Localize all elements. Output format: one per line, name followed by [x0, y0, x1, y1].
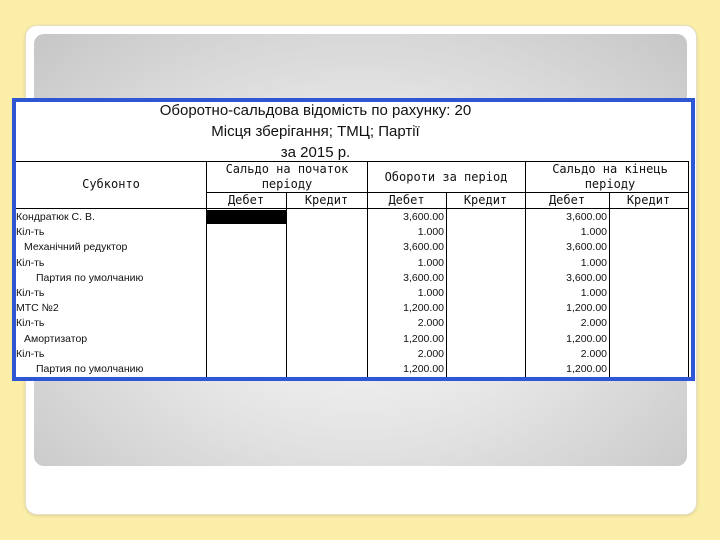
- cell-opening-credit: [286, 256, 365, 271]
- cell-closing-credit: [609, 332, 686, 347]
- table-row[interactable]: [16, 271, 695, 286]
- row-subkonto-label: Амортизатор: [24, 332, 88, 345]
- cell-opening-debit: [206, 271, 284, 286]
- cell-opening-debit: [206, 332, 284, 347]
- cell-opening-debit: [206, 362, 284, 377]
- header-turnover: Обороти за період: [384, 170, 508, 184]
- cell-turnover-debit: 3,600.00: [403, 241, 444, 254]
- cell-turnover-debit: 1.000: [417, 256, 444, 269]
- cell-closing-debit: 1,200.00: [566, 363, 607, 375]
- cell-opening-debit: [206, 225, 284, 240]
- cell-turnover-credit: [446, 301, 523, 316]
- row-subkonto-label: Кіл-ть: [16, 256, 45, 269]
- row-subkonto-label: Кіл-ть: [16, 317, 45, 330]
- cell-turnover-credit: [446, 332, 523, 347]
- cell-turnover-credit: [446, 256, 523, 271]
- table-row[interactable]: [16, 210, 695, 225]
- row-subkonto-label: Кіл-ть: [16, 226, 45, 239]
- row-subkonto-label: Кіл-ть: [16, 287, 45, 299]
- cell-opening-credit: [286, 210, 365, 225]
- cell-opening-debit: [206, 240, 284, 255]
- row-subkonto-label: Кондратюк С. В.: [16, 211, 95, 223]
- table-row[interactable]: [16, 225, 695, 240]
- cell-turnover-debit: 1,200.00: [403, 302, 444, 315]
- row-subkonto-label: Партия по умолчанию: [36, 363, 144, 375]
- cell-opening-credit: [286, 225, 365, 240]
- cell-opening-debit: [206, 347, 284, 362]
- table-row[interactable]: [16, 256, 695, 271]
- header-opening-credit: Кредит: [304, 193, 349, 207]
- cell-opening-debit: [206, 286, 284, 301]
- table-row[interactable]: [16, 347, 695, 362]
- table-row[interactable]: [16, 286, 695, 301]
- cell-closing-debit: 3,600.00: [566, 211, 607, 223]
- cell-closing-debit: 1.000: [580, 287, 607, 299]
- header-opening-balance: Сальдо на початок періоду: [225, 162, 349, 191]
- report-title: Оборотно-сальдова відомість по рахунку: 20: [159, 102, 472, 119]
- cell-closing-debit: 3,600.00: [566, 241, 607, 254]
- cell-closing-credit: [609, 240, 686, 255]
- cell-turnover-credit: [446, 362, 523, 377]
- cell-opening-credit: [286, 332, 365, 347]
- cell-closing-debit: 1,200.00: [566, 332, 607, 345]
- cell-turnover-credit: [446, 225, 523, 240]
- header-opening-debit: Дебет: [227, 193, 265, 207]
- cell-turnover-credit: [446, 271, 523, 286]
- cell-closing-debit: 2.000: [580, 347, 607, 360]
- table-row[interactable]: [16, 332, 695, 347]
- cell-opening-credit: [286, 286, 365, 301]
- report-sheet: [12, 98, 695, 381]
- header-closing-balance: Сальдо на кінець періоду: [552, 162, 668, 191]
- cell-turnover-debit: 2.000: [417, 317, 444, 330]
- cell-opening-credit: [286, 271, 365, 286]
- cell-turnover-debit: 3,600.00: [403, 271, 444, 284]
- header-closing-debit: Дебет: [548, 193, 586, 207]
- row-subkonto-label: Механічний редуктор: [24, 241, 128, 254]
- cell-opening-debit: [206, 301, 284, 316]
- cell-closing-debit: 1.000: [580, 256, 607, 269]
- cell-closing-debit: 1.000: [580, 226, 607, 239]
- cell-turnover-credit: [446, 210, 523, 225]
- cell-opening-debit: [206, 210, 284, 225]
- cell-turnover-debit: 1.000: [417, 287, 444, 299]
- cell-turnover-debit: 1.000: [417, 226, 444, 239]
- cell-closing-debit: 1,200.00: [566, 302, 607, 315]
- header-subkonto: Субконто: [82, 177, 140, 191]
- cell-opening-credit: [286, 240, 365, 255]
- cell-closing-credit: [609, 210, 686, 225]
- cell-turnover-debit: 3,600.00: [403, 211, 444, 223]
- cell-closing-credit: [609, 347, 686, 362]
- table-row[interactable]: [16, 316, 695, 331]
- cell-closing-credit: [609, 301, 686, 316]
- cell-opening-credit: [286, 362, 365, 377]
- cell-closing-credit: [609, 316, 686, 331]
- cell-opening-credit: [286, 347, 365, 362]
- cell-turnover-debit: 1,200.00: [403, 363, 444, 375]
- table-row[interactable]: [16, 301, 695, 316]
- cell-turnover-credit: [446, 240, 523, 255]
- cell-closing-credit: [609, 256, 686, 271]
- cell-turnover-credit: [446, 347, 523, 362]
- cell-opening-credit: [286, 316, 365, 331]
- header-closing-credit: Кредит: [626, 193, 671, 207]
- row-subkonto-label: МТС №2: [16, 302, 59, 315]
- report-subtitle: Місця зберігання; ТМЦ; Партії: [211, 123, 420, 140]
- cell-closing-credit: [609, 225, 686, 240]
- cell-turnover-debit: 2.000: [417, 347, 444, 360]
- header-bottom-rule: [16, 208, 688, 209]
- cell-closing-debit: 2.000: [580, 317, 607, 330]
- cell-opening-debit: [206, 316, 284, 331]
- row-subkonto-label: Партия по умолчанию: [36, 271, 144, 284]
- cell-opening-debit: [206, 256, 284, 271]
- cell-turnover-credit: [446, 316, 523, 331]
- cell-opening-credit: [286, 301, 365, 316]
- cell-closing-credit: [609, 286, 686, 301]
- cell-turnover-credit: [446, 286, 523, 301]
- cell-closing-credit: [609, 271, 686, 286]
- report-period: за 2015 р.: [280, 144, 351, 161]
- header-turnover-debit: Дебет: [388, 193, 425, 207]
- header-turnover-credit: Кредит: [463, 193, 508, 207]
- table-row[interactable]: [16, 362, 695, 377]
- cell-closing-debit: 3,600.00: [566, 271, 607, 284]
- row-subkonto-label: Кіл-ть: [16, 347, 45, 360]
- table-row[interactable]: [16, 240, 695, 255]
- cell-closing-credit: [609, 362, 686, 377]
- cell-turnover-debit: 1,200.00: [403, 332, 444, 345]
